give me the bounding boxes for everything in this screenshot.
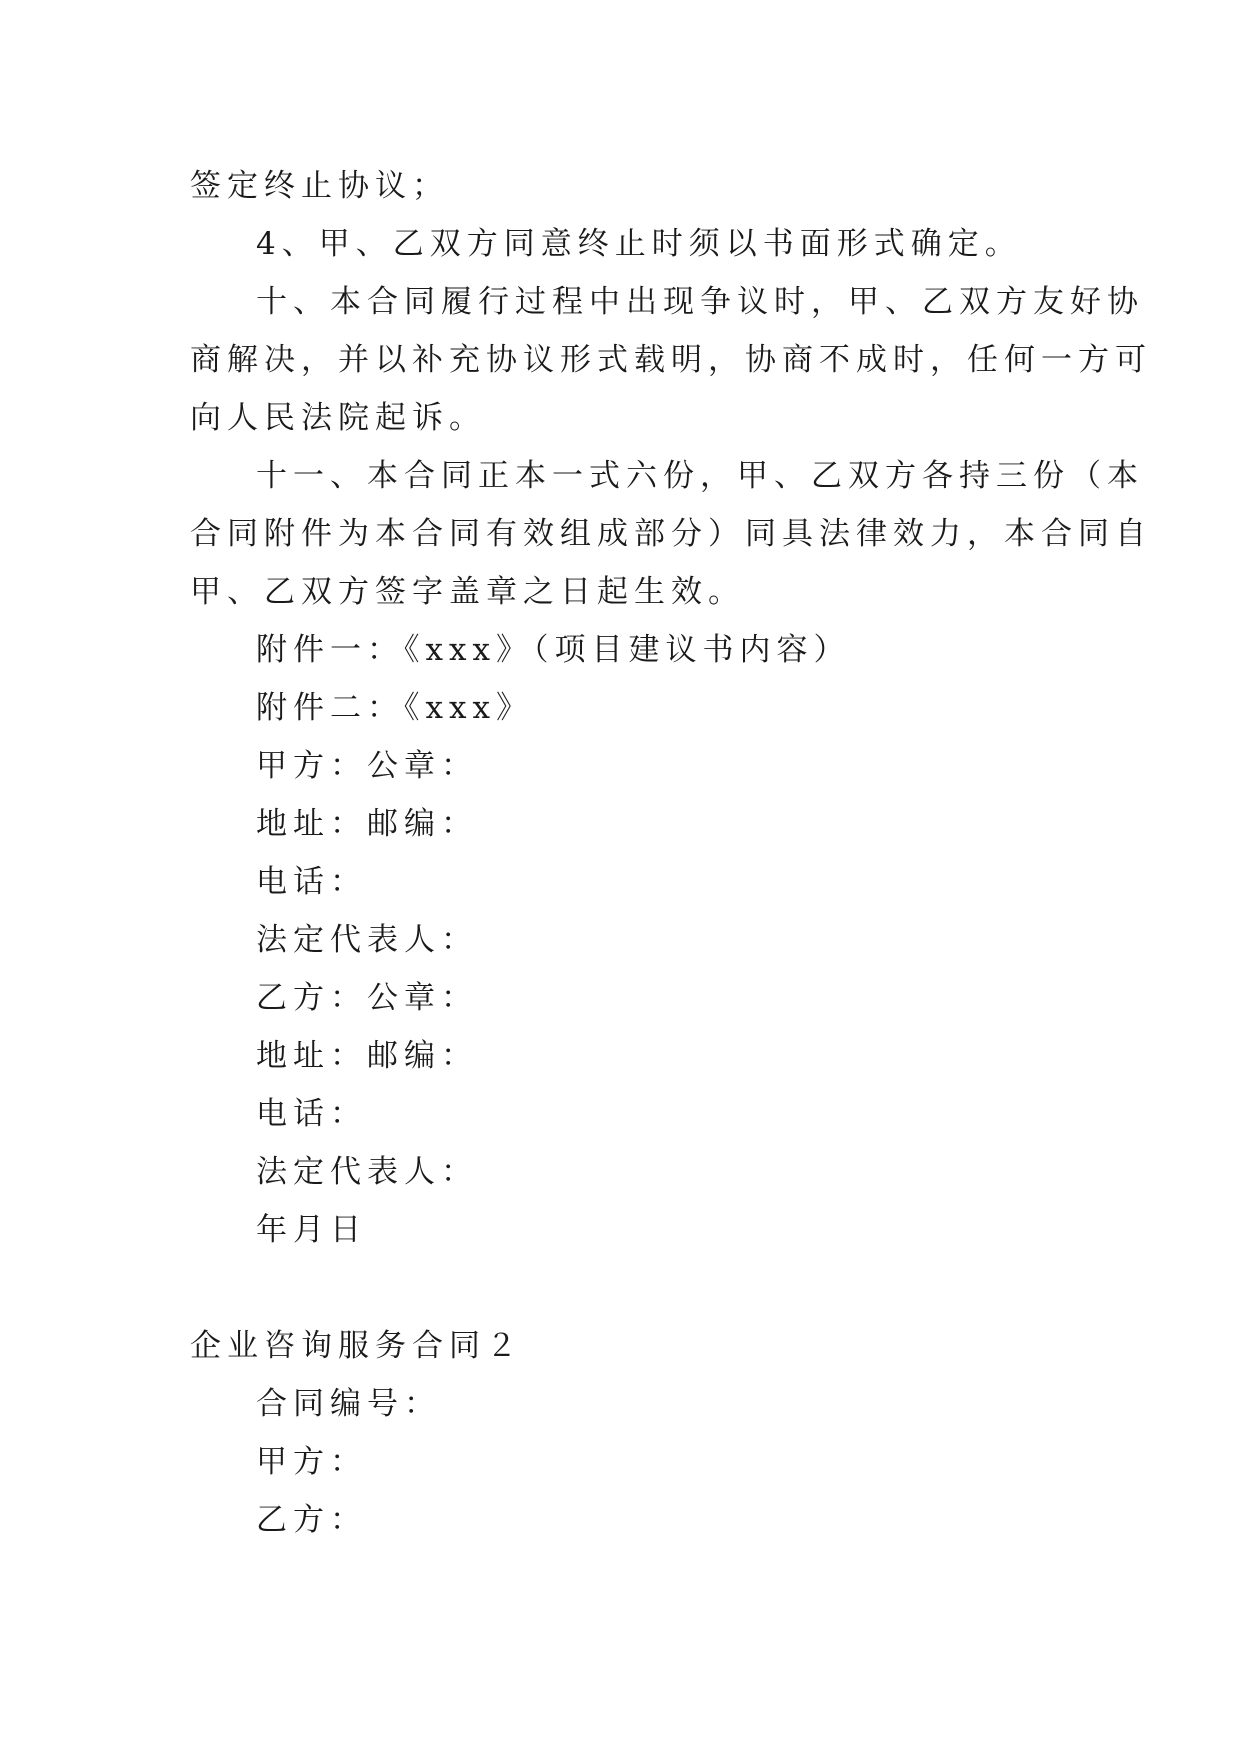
paragraph-line: 甲、乙双方签字盖章之日起生效。: [190, 574, 745, 610]
party-a-line: 甲方：: [256, 1444, 367, 1480]
party-b-seal-line: 乙方：公章：: [256, 980, 478, 1016]
party-b-line: 乙方：: [256, 1502, 367, 1538]
party-a-phone-line: 电话：: [256, 864, 367, 900]
party-b-representative-line: 法定代表人：: [256, 1154, 478, 1190]
paragraph-line: 十一、本合同正本一式六份，甲、乙双方各持三份（本: [256, 458, 1144, 494]
section-title: 企业咨询服务合同２: [190, 1328, 523, 1364]
paragraph-line: 合同附件为本合同有效组成部分）同具法律效力，本合同自: [190, 516, 1152, 552]
attachment-line: 附件一：《xxx》（项目建议书内容）: [256, 632, 851, 668]
party-b-address-line: 地址：邮编：: [256, 1038, 478, 1074]
party-b-phone-line: 电话：: [256, 1096, 367, 1132]
party-a-address-line: 地址：邮编：: [256, 806, 478, 842]
paragraph-line: 4、甲、乙双方同意终止时须以书面形式确定。: [256, 226, 1022, 262]
paragraph-line: 商解决，并以补充协议形式载明，协商不成时，任何一方可: [190, 342, 1152, 378]
party-a-representative-line: 法定代表人：: [256, 922, 478, 958]
date-line: 年月日: [256, 1212, 367, 1248]
paragraph-line: 向人民法院起诉。: [190, 400, 486, 436]
paragraph-line: 签定终止协议；: [190, 168, 449, 204]
contract-number-line: 合同编号：: [256, 1386, 441, 1422]
party-a-seal-line: 甲方：公章：: [256, 748, 478, 784]
attachment-line: 附件二：《xxx》: [256, 690, 533, 726]
paragraph-line: 十、本合同履行过程中出现争议时，甲、乙双方友好协: [256, 284, 1144, 320]
